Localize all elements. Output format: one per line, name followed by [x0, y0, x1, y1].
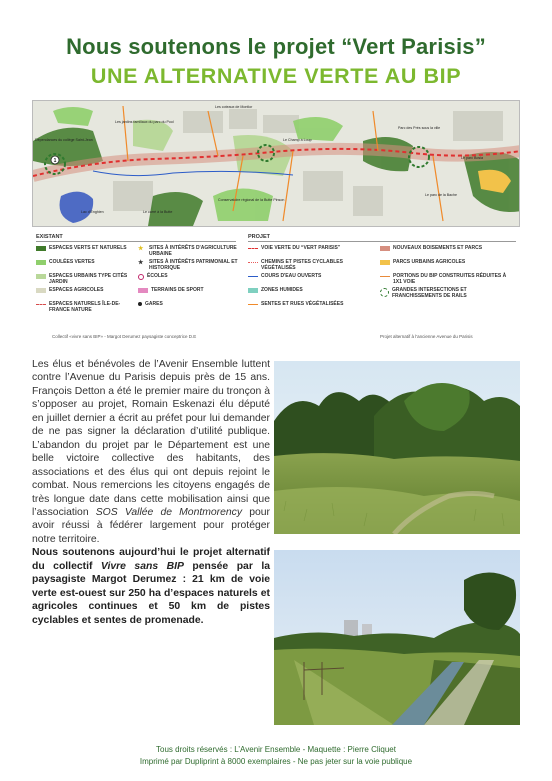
legend-item	[248, 273, 352, 279]
legend-swatch: ★	[138, 259, 144, 266]
legend-swatch	[36, 274, 46, 279]
article-text	[32, 358, 270, 627]
legend-swatch	[248, 288, 258, 293]
legend-label: SENTES ET RUES VÉGÉTALISÉES	[261, 301, 344, 307]
legend-label: TERRAINS DE SPORT	[151, 287, 204, 293]
legend-swatch	[248, 248, 258, 249]
map-marker: 1	[53, 158, 57, 164]
legend-swatch	[248, 304, 258, 305]
map-label: Le parc Bosia	[461, 156, 483, 160]
legend-heading-existing: EXISTANT	[36, 234, 63, 240]
legend-divider	[36, 241, 236, 242]
page-subtitle: UNE ALTERNATIVE VERTE AU BIP	[90, 64, 462, 88]
legend-swatch	[248, 276, 258, 277]
legend-label: PORTIONS DU BIP CONSTRUITES RÉDUITES À 1X1 VOIE	[393, 273, 507, 285]
legend-label: GARES	[145, 301, 163, 307]
legend-item	[380, 259, 514, 265]
article-paragraph: Les élus et bénévoles de l’Avenir Ensemble luttent contre l’Avenue du Parisis depuis près de 15 ans. François Detton a été le premier maire du tronçon à s’opposer au projet, Romain Eskenazi élu député en juillet dernier a écrit au préfet pour lui demander de ne pas signer la déclaration d’utilité publique. L’abandon du projet par le Département est une belle victoire collective des habitants, des associations et des élus qui ont depuis rejoint le combat. Nous remercions les citoyens engagés de très longue date dans cette mobilisation ainsi que l’association SOS Vallée de Montmorency pour avoir réussi à fédérer largement pour protéger notre territoire.	[32, 359, 271, 545]
project-map	[32, 100, 520, 227]
map-label: Lac d'Enghien	[81, 210, 104, 214]
legend-credit-left: Collectif «vivre sans BIP» - Margot Derumez paysagiste conceptrice D.E	[52, 334, 197, 339]
legend-item	[380, 287, 514, 299]
map-label: Les jardins familiaux du parc du Pool	[115, 120, 174, 124]
legend-label: NOUVEAUX BOISEMENTS ET PARCS	[393, 245, 483, 251]
legend-label: ESPACES VERTS ET NATURELS	[49, 245, 127, 251]
legend-label: VOIE VERTE DU “VERT PARISIS”	[261, 245, 341, 251]
legend-item	[138, 259, 242, 271]
legend-label: ZONES HUMIDES	[261, 287, 303, 293]
legend-item	[138, 287, 242, 293]
legend-label: COURS D'EAU OUVERTS	[261, 273, 322, 279]
legend-label: ÉCOLES	[147, 273, 168, 279]
landscape-photo-meadow	[274, 361, 520, 534]
legend-item	[36, 273, 140, 285]
legend-label: ESPACES URBAINS TYPE CITÉS JARDIN	[49, 273, 128, 285]
legend-item	[138, 273, 242, 280]
legend-swatch	[36, 304, 46, 305]
legend-swatch	[36, 288, 46, 293]
map-label: Parc des Prés sous la ville	[398, 126, 441, 130]
legend-swatch: ★	[138, 245, 144, 252]
legend-item	[248, 259, 352, 271]
legend-item	[248, 245, 352, 251]
legend-divider	[248, 241, 516, 242]
legend-label: ESPACES AGRICOLES	[49, 287, 104, 293]
legend-item	[380, 273, 514, 285]
legend-swatch	[36, 260, 46, 265]
legend-heading-project: PROJET	[248, 234, 271, 240]
legend-label: GRANDES INTERSECTIONS ET FRANCHISSEMENTS DE RAILS	[392, 287, 467, 299]
legend-swatch	[248, 262, 258, 263]
footer-print-info: Imprimé par Dupliprint à 8000 exemplaires - Ne pas jeter sur la voie publique	[139, 757, 413, 766]
map-label: Le Champ à Loup	[283, 138, 312, 142]
legend-label: SITES À INTÉRÊTS D'AGRICULTURE URBAINE	[149, 245, 237, 257]
legend-item	[138, 245, 242, 257]
map-legend	[32, 230, 520, 342]
legend-credit-right: Projet alternatif à l'ancienne Avenue du Parisis	[380, 334, 473, 339]
legend-label: CHEMINS ET PISTES CYCLABLES VÉGÉTALISÉS	[261, 259, 343, 271]
map-label: Conservatoire régional de la Butte Pinson	[218, 198, 285, 202]
legend-item	[380, 245, 514, 251]
legend-item	[36, 287, 140, 293]
legend-swatch	[138, 302, 142, 306]
legend-item	[36, 245, 140, 251]
page-title: Nous soutenons le projet “Vert Parisis”	[66, 34, 486, 59]
map-label: Dépendances du collège Saint-Jean	[35, 138, 93, 142]
legend-swatch	[380, 288, 389, 297]
legend-item	[248, 287, 352, 293]
map-label: Les coteaux de Montlor	[215, 105, 253, 109]
legend-item	[36, 259, 140, 265]
landscape-photo-canal	[274, 550, 520, 725]
legend-label: PARCS URBAINS AGRICOLES	[393, 259, 466, 265]
legend-swatch	[138, 274, 144, 280]
legend-label: COULÉES VERTES	[49, 259, 95, 265]
legend-swatch	[380, 246, 390, 251]
legend-item	[36, 301, 140, 313]
legend-label: ESPACES NATURELS ÎLE-DE-FRANCE NATURE	[49, 301, 121, 313]
legend-item	[248, 301, 352, 307]
article-paragraph-bold: Nous soutenons aujourd’hui le projet alternatif du collectif Vivre sans BIP pensée par la paysagiste Margot Derumez : 21 km de voie verte est-ouest sur 250 ha d’espaces naturels et agricoles continues et 50 km de pistes cyclables et sentes de promenade.	[32, 547, 271, 626]
legend-label: SITES À INTÉRÊTS PATRIMONIAL ET HISTORIQUE	[149, 259, 238, 271]
map-label: Le parc de la Bache	[425, 193, 457, 197]
legend-swatch	[36, 246, 46, 251]
footer-rights: Tous droits réservés : L’Avenir Ensemble - Maquette : Pierre Cliquet	[156, 745, 396, 754]
legend-swatch	[138, 288, 148, 293]
legend-swatch	[380, 276, 390, 277]
map-label: Le carré à la Butte	[143, 210, 173, 214]
legend-item	[138, 301, 242, 307]
legend-swatch	[380, 260, 390, 265]
